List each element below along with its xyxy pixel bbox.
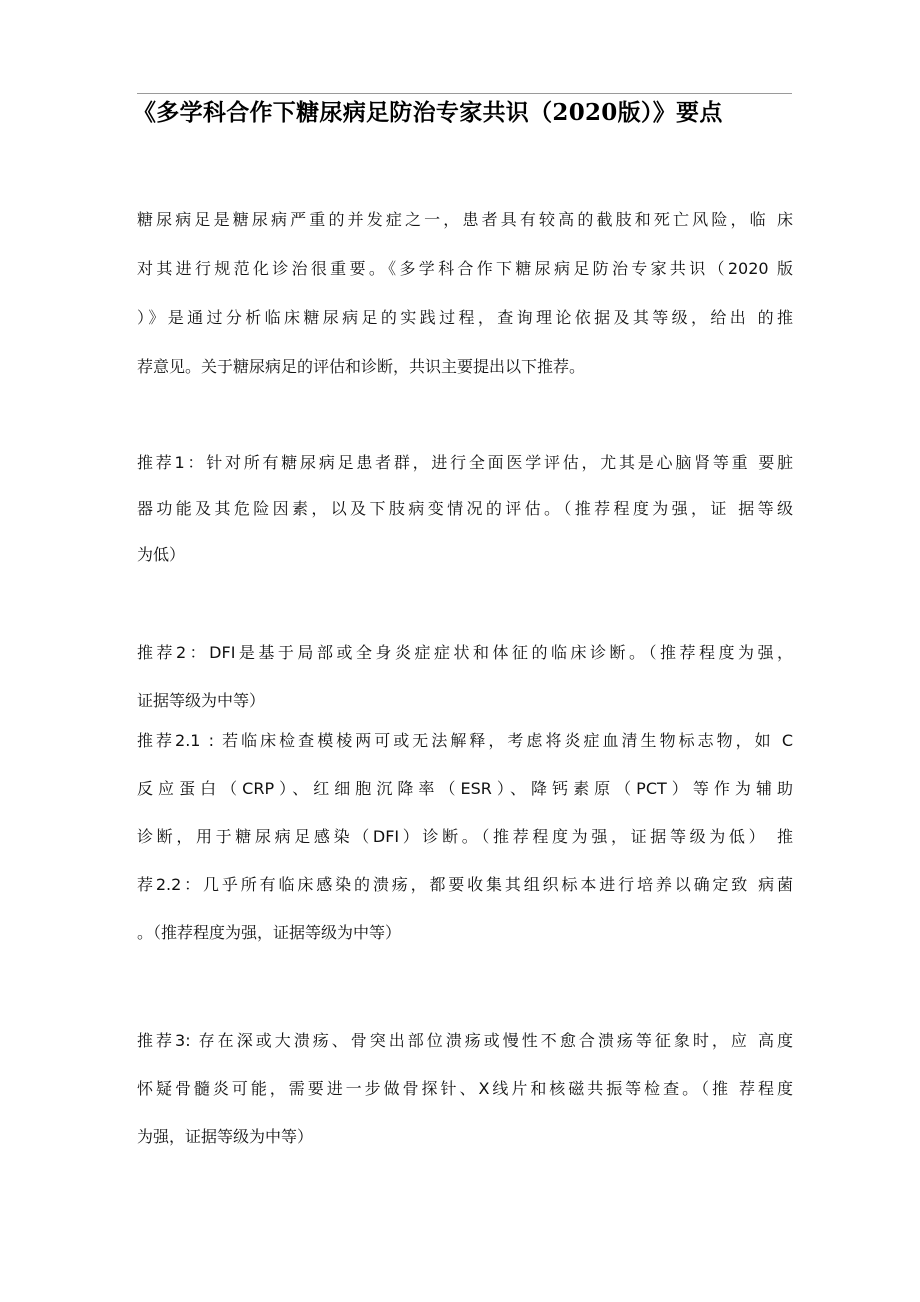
intro-paragraph — [137, 208, 793, 379]
text-line: 为低） — [137, 545, 186, 564]
text-line: 对其进行规范化诊治很重要。《多学科合作下糖尿病足防治专家共识（2020 版 — [137, 259, 793, 278]
text-line: 诊断，用于糖尿病足感染（DFI）诊断。（推荐程度为强，证据等级为低） 推 — [137, 827, 793, 846]
text-line: 为强，证据等级为中等） — [137, 1127, 314, 1146]
text-line: 证据等级为中等） — [137, 691, 266, 710]
recommendation-1 — [137, 451, 793, 567]
text-line: 荐意见。关于糖尿病足的评估和诊断，共识主要提出以下推荐。 — [137, 357, 586, 376]
recommendation-2 — [137, 641, 793, 945]
text-line: ）》是通过分析临床糖尿病足的实践过程，查询理论依据及其等级，给出 的推 — [137, 308, 793, 327]
text-line: 怀疑骨髓炎可能，需要进一步做骨探针、X线片和核磁共振等检查。（推 荐程度 — [137, 1079, 793, 1098]
text-line: 推荐1：针对所有糖尿病足患者群，进行全面医学评估，尤其是心脑肾等重 要脏 — [137, 453, 793, 472]
recommendation-3 — [137, 1029, 793, 1149]
text-line: 。（推荐程度为强，证据等级为中等） — [137, 923, 402, 942]
text-line: 反应蛋白（CRP）、红细胞沉降率（ESR）、降钙素原（PCT）等作为辅助 — [137, 779, 793, 798]
document-title: 《多学科合作下糖尿病足防治专家共识（2020版）》要点 — [133, 99, 723, 126]
text-line: 推荐2.1 : 若临床检查模棱两可或无法解释，考虑将炎症血清生物标志物，如 C — [137, 731, 793, 750]
text-line: 器功能及其危险因素，以及下肢病变情况的评估。（推荐程度为强，证 据等级 — [137, 499, 793, 518]
text-line: 荐2.2：几乎所有临床感染的溃疡，都要收集其组织标本进行培养以确定致 病菌 — [137, 875, 793, 894]
text-line: 推荐3: 存在深或大溃疡、骨突出部位溃疡或慢性不愈合溃疡等征象时，应 高度 — [137, 1031, 793, 1050]
text-line: 推荐2：DFI是基于局部或全身炎症症状和体征的临床诊断。（推荐程度为强， — [137, 643, 793, 662]
top-divider — [137, 93, 792, 94]
text-line: 糖尿病足是糖尿病严重的并发症之一，患者具有较高的截肢和死亡风险，临 床 — [137, 210, 793, 229]
